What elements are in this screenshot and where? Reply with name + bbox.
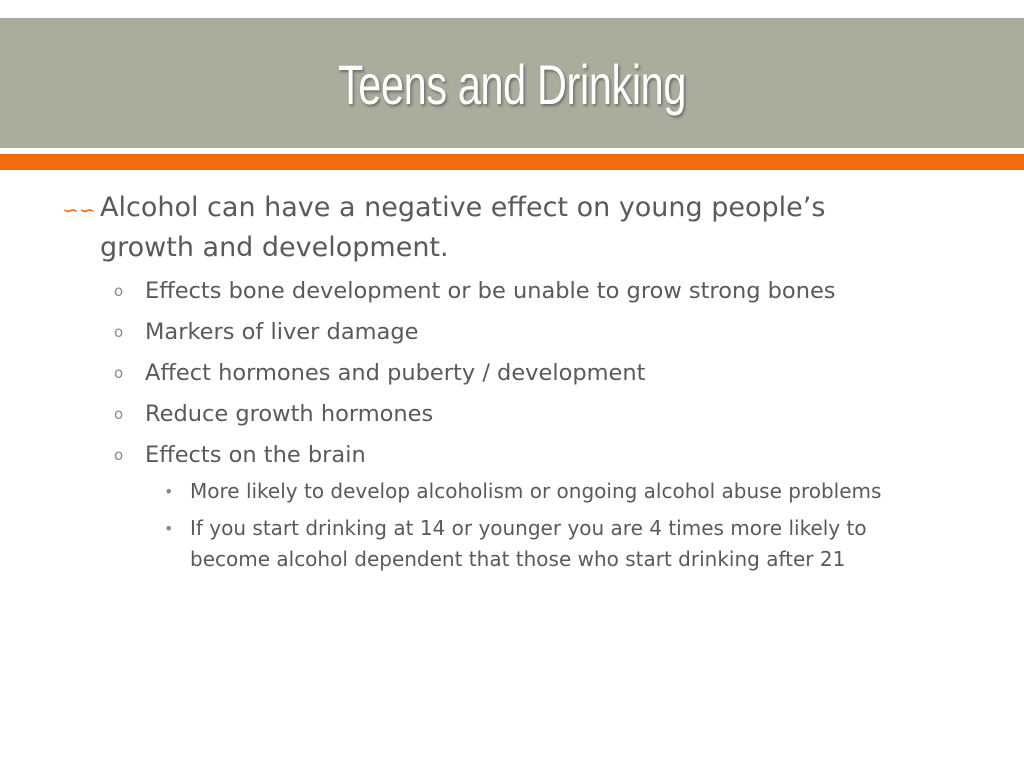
sub-bullet [0, 276, 1024, 306]
circle-bullet-icon: o [114, 364, 124, 382]
sub-sub-bullet [0, 513, 1024, 575]
scroll-bullet-icon: ∽∽ [62, 198, 96, 222]
sub-bullet-text: Effects bone development or be unable to grow strong bones [145, 278, 836, 304]
circle-bullet-icon: o [114, 446, 124, 464]
sub-bullet [0, 358, 1024, 388]
sub-bullet [0, 399, 1024, 429]
sub-bullet-text: Markers of liver damage [145, 319, 419, 345]
sub-sub-bullet-text: If you start drinking at 14 or younger you are 4 times more likely to become alcohol dependent that those who start drinking after 21 [190, 516, 867, 571]
sub-sub-bullet-text: More likely to develop alcoholism or ongoing alcohol abuse problems [190, 479, 882, 503]
circle-bullet-icon: o [114, 323, 124, 341]
bullet-text: Alcohol can have a negative effect on young people’s growth and development. [100, 192, 826, 263]
sub-bullet-text: Reduce growth hormones [145, 401, 434, 427]
sub-sub-bullet [0, 476, 1024, 507]
sub-bullet [0, 317, 1024, 347]
slide-title: Teens and Drinking [337, 53, 687, 116]
sub-bullet-text: Affect hormones and puberty / development [145, 360, 646, 386]
accent-bar [0, 154, 1024, 170]
sub-bullet [0, 440, 1024, 470]
circle-bullet-icon: o [114, 282, 124, 300]
title-band [0, 18, 1024, 148]
dot-bullet-icon: • [164, 519, 174, 538]
slide-body [0, 188, 1024, 575]
sub-bullet-text: Effects on the brain [145, 442, 366, 468]
circle-bullet-icon: o [114, 405, 124, 423]
bullet-level1 [0, 188, 1024, 268]
dot-bullet-icon: • [164, 482, 174, 501]
